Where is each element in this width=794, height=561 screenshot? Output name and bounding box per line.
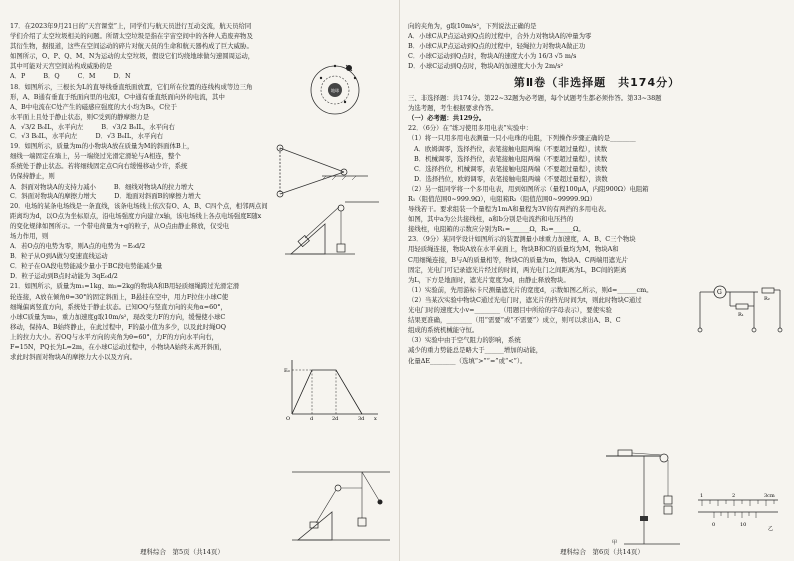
q17-option-c: C．M — [77, 72, 96, 81]
q21-line: F=15N，PQ长为L=2m，在小球C运动过程中，小物块A始终未离开斜面， — [10, 343, 226, 351]
q17-option-d: D．N — [113, 72, 131, 81]
q17-line: 17．在2023年9月21日的“天宫课堂”上，同学们与航天员进行互动交流，航天员给同 — [10, 22, 252, 30]
q22-line: 如图，其中a为公共接线柱，a和b分别是电流挡和电压挡的 — [408, 215, 574, 224]
q22-line: 接线柱，电阻箱的示数应分别为R₁=______Ω，R₂=______Ω。 — [408, 225, 585, 234]
q23-line: （3）实验中由于空气阻力的影响，系统 — [408, 336, 521, 345]
svg-text:地球: 地球 — [331, 88, 339, 93]
q18-line: 形，A、B通有垂直于纸面向里的电流I，C中通有垂直纸面向外的电流，其中 — [10, 92, 225, 101]
right-page — [408, 22, 786, 545]
q23-line: 为L，下方是地面时，遮光片宽度为d，由静止释放物块。 — [408, 275, 570, 284]
q18-option-c: C．√3 B₀IL，水平向左 — [10, 132, 78, 141]
meter-circuit-figure — [696, 278, 786, 338]
svg-text:1: 1 — [700, 493, 704, 499]
q21-option-c: C．小球C运动到Q点时，物块A的速度大小为 16/3 √5 m/s — [408, 52, 577, 61]
question-21 — [10, 282, 278, 362]
incline-pulley-figure — [292, 468, 392, 545]
q23-line: 结果更准确，________（用“需要”或“不需要”）成立，则可以求出A、B、C — [408, 316, 621, 325]
svg-text:乙: 乙 — [768, 526, 774, 532]
q23-line: 组成的系统机械能守恒。 — [408, 326, 479, 335]
svg-text:3cm: 3cm — [764, 493, 775, 499]
q23-line: 固定，光电门可记录遮光片经过的时间，两光电门之间距离为L，BC间的距离 — [408, 265, 627, 274]
left-page — [10, 22, 394, 545]
svg-text:10: 10 — [740, 522, 747, 528]
triangle-wires-figure — [272, 142, 372, 200]
q19-line: 仍保持静止，则 — [10, 172, 55, 181]
question-22 — [408, 124, 786, 234]
svg-text:R₂: R₂ — [764, 296, 770, 302]
q21-option-a: A．小球C从P点运动到Q点的过程中，合外力对物块A的冲量为零 — [408, 32, 592, 41]
q18-options — [10, 123, 260, 141]
question-17 — [10, 22, 298, 82]
q23-line: 用轻质绳连接，物块A放在水平桌面上，物块B和C的质量均为M，物块A和 — [408, 245, 619, 254]
q18-line: A、B中电流在C处产生的磁感应强度的大小均为B₀，C位于 — [10, 102, 177, 111]
question-19 — [10, 142, 272, 201]
q22-line: （2）另一组同学将一个多用电表，用到如图所示（量程100μA，内阻900Ω）电阻箱 — [408, 184, 649, 193]
svg-text:G: G — [717, 289, 722, 296]
svg-text:3d: 3d — [358, 416, 365, 422]
vernier-caliper-figure — [694, 488, 782, 532]
q21-line: 细绳偏离竖直方向，系统处于静止状态。已知OQ与竖直方向的夹角α=60°， — [10, 302, 227, 311]
q23-line: 光电门时的速度大小v=________（用题目中所给的字母表示），要使实验 — [408, 306, 612, 315]
q22-line: 22．（6分）在“练习使用多用电表”实验中： — [408, 124, 533, 133]
field-strength-chart — [282, 356, 382, 422]
q21-line: 上的拉力大小。若OQ与水平方向的夹角为θ=60°，力F的方向水平向右， — [10, 332, 218, 341]
q20-line: 场力作用，则 — [10, 231, 49, 240]
q22-line: D．选择挡位，欧姆调零，表笔接触电阻两端（不要超过量程），读数 — [414, 174, 608, 183]
section3-line: 为选考题，考生根据要求作答。 — [408, 104, 498, 113]
q20-option-d: D．粒子运动到B点时动能为 3qE₀d/2 — [10, 272, 118, 281]
question-18 — [10, 83, 260, 142]
q21-line: 移动，保持A、B始终静止，在此过程中，F的最小值为多少，以及此时绳OQ — [10, 322, 226, 331]
q18-option-a: A．√3/2 B₀IL，水平向左 — [10, 122, 84, 131]
q20-line: 的变化规律如图所示。一个带电荷量为+q的粒子，从O点由静止释放，仅受电 — [10, 221, 230, 230]
q22-line: B．机械调零，选择挡位，表笔接触电阻两端（不要超过量程），读数 — [414, 154, 608, 163]
q19-option-d: D．地面对斜面B的摩擦力增大 — [114, 191, 201, 200]
q18-option-d: D．√3 B₀IL，水平向右 — [95, 132, 164, 141]
q21-line: 小球C质量为m₃，重力加速度g取10m/s²，现改变力F的方向，缓慢使小球C — [10, 312, 226, 321]
q20-line: 距离均为d，以O点为坐标原点，沿电场强度方向建立x轴，该电场线上各点电场强度E随x — [10, 211, 262, 220]
svg-text:2d: 2d — [332, 416, 339, 422]
page-fold — [399, 0, 400, 561]
q22-line: 导线若干。要求组装一个量程为1mA和量程为3V的有两挡的多用电表。 — [408, 205, 611, 214]
q19-line: 19．如图所示，质量为m的小物块A放在质量为M的斜面体B上， — [10, 142, 194, 151]
required-questions-heading: （一）必考题：共129分。 — [408, 114, 486, 123]
q19-option-c: C．斜面对物块A的摩擦力增大 — [10, 191, 97, 200]
q22-line: （1）将一只用多用电表测量一只小电珠的电阻，下列操作步骤正确的是________ — [408, 134, 636, 143]
q18-option-b: B．√3/2 B₀IL，水平向右 — [101, 122, 175, 131]
orbit-figure — [304, 56, 366, 118]
svg-text:R₁: R₁ — [738, 312, 744, 318]
svg-text:0: 0 — [712, 522, 716, 528]
pulley-photogate-figure — [604, 448, 684, 545]
q20-line: 20．电场的某条电场线是一条直线，该条电场线上依次有O、A、B、C四个点，相邻两点间 — [10, 201, 268, 210]
q17-option-b: B．Q — [43, 72, 60, 81]
q19-option-a: A．斜面对物块A的支持力减小 — [10, 182, 96, 191]
q22-line: R₁（阻值范围0~999.9Ω），电阻箱R₂（阻值范围0~99999.9Ω） — [408, 195, 596, 204]
section3-line: 三、非选择题：共174分。第22~32题为必考题，每个试题考生都必须作答。第33~38题 — [408, 94, 662, 103]
q19-option-b: B．细线对物块A的拉力增大 — [113, 182, 194, 191]
svg-text:2: 2 — [732, 493, 736, 499]
q22-line: C．选择挡位，机械调零，表笔接触电阻两端（不要超过量程），读数 — [414, 164, 608, 173]
left-page-footer: 理科综合 第5页（共14页） — [140, 547, 224, 556]
section-title: 第Ⅱ卷（非选择题 共174分） — [513, 76, 681, 90]
q17-line: 其衍生物，据报道，这些在空间运动的碎片对航天员的生命和航天器构成了巨大威胁。 — [10, 42, 253, 51]
q23-line: （1）实验前，先用游标卡尺测量遮光片的宽度d，示数如图乙所示，则d=______cm。 — [408, 285, 653, 294]
svg-text:E₀: E₀ — [284, 368, 290, 374]
q20-option-b: B．粒子从O到A做匀变速直线运动 — [10, 252, 108, 261]
q19-line: 系统处于静止状态。若将细线固定点C向右缓慢移动少许，系统 — [10, 162, 188, 171]
q18-line: 水平面上且处于静止状态，则C受到的静摩擦力是 — [10, 112, 150, 121]
q21-line: 轮连接，A放在倾角θ=30°的固定斜面上，B悬挂在空中，用力F拉住小球C使 — [10, 292, 229, 301]
q23-line: 减少的重力势能总是略大于______增加的动能， — [408, 346, 543, 355]
right-page-footer: 理科综合 第6页（共14页） — [560, 547, 644, 556]
q17-line: 如图所示，O、P、Q、M、N为运动的太空垃圾，假设它们均绕地球做匀速圆周运动， — [10, 52, 255, 61]
q18-line: 18．如图所示，三根长为L的直导线垂直纸面放置，它们所在位置的连线构成等边三角 — [10, 82, 253, 91]
q19-line: 细线一端固定在墙上，另一端绕过光滑定滑轮与A相连，整个 — [10, 152, 181, 161]
q21-line: 求此时斜面对物块A的摩擦力大小以及方向。 — [10, 353, 137, 362]
q23-line: 化量ΔE________（选填“>”“=”或“<”）。 — [408, 356, 527, 365]
q21-option-b: B．小球C从P点运动到Q点的过程中，轻绳拉力对物块A做正功 — [408, 42, 586, 51]
q21-line: 21．如图所示，质量为m₁=1kg、m₂=2kg的物块A和B用轻质细绳跨过光滑定滑 — [10, 282, 240, 291]
svg-text:O: O — [286, 416, 291, 422]
q17-option-a: A．P — [10, 72, 26, 81]
q17-line: 学们介绍了太空垃圾相关的问题。所谓太空垃圾是指在宇宙空间中的各种人造废弃物及 — [10, 32, 253, 41]
svg-text:x: x — [374, 416, 377, 422]
q17-options — [10, 72, 298, 81]
q22-line: A．欧姆调零，选择挡位，表笔接触电阻两端（不要超过量程），读数 — [414, 144, 608, 153]
q21-option-d: D．小球C运动到Q点时，物块A的加速度大小为 2m/s² — [408, 62, 564, 71]
q20-option-a: A．若O点的电势为零，则A点的电势为 −E₀d/2 — [10, 242, 146, 251]
q23-line: （2）当某次实验中物块C通过光电门时，遮光片的挡光时间为t，则此时物块C通过 — [408, 295, 642, 304]
q21-cont-line: 向的夹角为，g取10m/s²，下列说法正确的是 — [408, 22, 537, 30]
slope-pulley-figure — [285, 200, 385, 260]
q20-option-c: C．粒子在OA段电势能减少量小于BC段电势能减少量 — [10, 262, 163, 271]
svg-text:d: d — [310, 416, 314, 422]
q23-line: C用细绳连接，B与A的质量相等，物块C的质量为m，物块A、C两端用遮光片 — [408, 255, 628, 264]
q17-line: 其中可能对天宫空间站构成威胁的是 — [10, 62, 113, 71]
q19-options — [10, 183, 272, 201]
svg-text:甲: 甲 — [612, 540, 618, 545]
q23-line: 23．（9分）某同学设计如图所示的装置测量小球重力加速度，A、B、C三个物块 — [408, 235, 636, 244]
